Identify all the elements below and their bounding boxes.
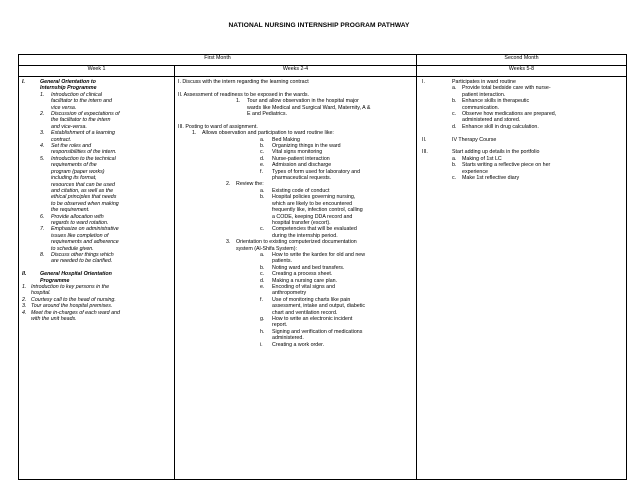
portfolio-subitem-line: Starts writing a reflective piece on her (462, 162, 551, 169)
section2-item-line: Courtesy call to the head of nursing. (31, 296, 116, 303)
portfolio-subitem-number: c. (452, 175, 457, 182)
documentation-text-line: system (Al-Shifa System): (236, 245, 297, 252)
routine-subitem-line: Provide total bedside care with nurse- (462, 85, 551, 92)
section1-item-line: contract. (51, 136, 72, 143)
documentation-subitem-text (272, 329, 413, 342)
section1-item-line: including its format, (51, 175, 97, 182)
section2-item (22, 284, 171, 297)
routine-subitem-line: communication. (462, 104, 500, 111)
section1-heading-number: I. (22, 79, 25, 85)
section1-item-number: 2. (40, 111, 45, 118)
documentation-subitem-line: Noting ward and bed transfers. (272, 264, 345, 271)
documentation-subitem-number: b. (260, 264, 265, 271)
section1-item-line: and citation, as well as the (51, 187, 114, 194)
routine-item-number: b. (260, 143, 265, 150)
documentation-subitem (260, 329, 413, 342)
tour-item-line: Tour and allow observation in the hospital major (247, 98, 359, 105)
documentation-subitem-line: anthropometry (272, 290, 307, 297)
document-title: NATIONAL NURSING INTERNSHIP PROGRAM PATHWAY (228, 22, 410, 29)
documentation-subitem (260, 284, 413, 297)
review-subitem-line: hospital transfer (escort). (272, 219, 331, 226)
review-item-number: 2. (226, 181, 231, 188)
documentation-subitem-line: assessment, intake and output, diabetic (272, 303, 366, 310)
documentation-subitem-text (272, 316, 413, 329)
documentation-subitem-line: patients. (272, 258, 293, 265)
portfolio-subitem-line: Making of 1st LC (462, 155, 502, 162)
section1-item-line: Set the roles and (51, 143, 92, 150)
section1-title: General Orientation to (40, 79, 96, 85)
routine-item-number: c. (260, 149, 265, 156)
section1-item-line: Introduction of clinical (51, 91, 102, 98)
review-subitem-line: Existing code of conduct (272, 187, 330, 194)
routine-item (260, 169, 413, 182)
routine-subitem-number: d. (452, 123, 457, 130)
section1-item-line: Introduction to the technical (51, 155, 116, 162)
section1-item (40, 92, 171, 111)
section1-item-line: vice versa. (51, 104, 77, 111)
documentation-subitem-line: Use of monitoring charts like pain (272, 296, 351, 303)
section2-heading (22, 271, 171, 284)
week1-header: Week 1 (19, 66, 175, 77)
documentation-subitem-line: How to write an electronic incident (272, 316, 353, 322)
section1-item-text (51, 226, 171, 252)
routine-subitem-line: Enhance skill in drug calculation. (462, 123, 539, 130)
documentation-subitem-line: Creating a process sheet. (272, 271, 333, 278)
iv-therapy-heading (422, 137, 623, 143)
review-subitem-line: frequently like, infection control, calling (272, 207, 363, 214)
section1-item-number: 1. (40, 91, 45, 98)
section1-item-text (51, 214, 171, 227)
documentation-subitem-line: Making a nursing care plan. (272, 277, 338, 284)
routine-item-text (272, 169, 413, 182)
section2-item-line: with the unit heads. (31, 316, 77, 323)
iv-therapy-heading-number: II. (422, 136, 427, 143)
review-subitem-number: b. (260, 194, 265, 201)
section1-heading (22, 79, 171, 92)
section1-item (40, 130, 171, 143)
section1-item (40, 156, 171, 214)
section2-item-number: 2. (22, 296, 27, 303)
review-subitem-number: a. (260, 187, 265, 194)
section1-item-number: 4. (40, 143, 45, 150)
routine-item-line: pharmaceutical requests. (272, 175, 332, 182)
section1-item-line: the requirement. (51, 207, 90, 214)
portfolio-subitem-text (462, 175, 623, 181)
review-subitem-line: Hospital policies governing nursing, (272, 194, 356, 201)
section1-item-line: are needed to be clarified. (51, 258, 113, 265)
section1-item-line: Discuss other things which (51, 251, 114, 258)
documentation-subitem (260, 342, 413, 348)
portfolio-subitem-text (462, 162, 623, 175)
section1-item-line: issues like completion of (51, 232, 109, 239)
review-subitem (260, 226, 413, 239)
documentation-subitem-text (272, 252, 413, 265)
iv-therapy-text: IV Therapy Course (452, 136, 497, 143)
routine-item-number: e. (260, 162, 265, 169)
first-month-header: First Month (19, 55, 417, 66)
section1-item-line: facilitator to the intern and (51, 98, 112, 105)
documentation-subitem-line: Encoding of vital signs and (272, 283, 336, 290)
review-subitem-number: c. (260, 226, 265, 233)
section2-item-number: 1. (22, 283, 27, 290)
section2-item-text (31, 284, 171, 297)
routine-subitem-number: c. (452, 111, 457, 118)
review-text: Review the: (236, 181, 264, 188)
section2-heading-text (40, 271, 171, 284)
section1-item-number: 3. (40, 130, 45, 137)
routine-subitem-text (462, 124, 623, 130)
documentation-subitem-line: How to write the kardex for old and new (272, 251, 366, 258)
section1-item (40, 226, 171, 252)
section2-item-line: Tour around the hospital premises. (31, 303, 113, 310)
section2-item (22, 310, 171, 323)
routine-subitem (452, 98, 623, 111)
section1-item-line: ethical principles that needs (51, 194, 117, 201)
section1-item-text (51, 143, 171, 156)
routine-item-line: Types of form used for laboratory and (272, 168, 361, 175)
routine-subitem-line: administered and stored. (462, 117, 521, 124)
section1-item-text (51, 252, 171, 265)
routine-item-line: Admission and discharge (272, 162, 332, 169)
documentation-subitem-number: f. (260, 296, 263, 303)
weeks-5-8-cell (417, 77, 627, 480)
weeks-2-4-cell (175, 77, 417, 480)
documentation-subitem-line: administered. (272, 335, 304, 342)
section1-item-line: Provide allocation with (51, 213, 104, 220)
section2-item-line: hospital. (31, 290, 51, 297)
review-subitem (260, 194, 413, 226)
observation-text: Allows observation and participation to ward routine like: (202, 130, 334, 137)
documentation-subitem-line: chart and ventilation record. (272, 309, 338, 316)
documentation-subitem-text (272, 297, 413, 316)
section1-item-number: 8. (40, 251, 45, 258)
review-subitem-line: which are likely to be encountered (272, 200, 353, 207)
section1-item-line: requirements and adherence (51, 239, 119, 246)
review-subitem-line: Competencies that will be evaluated (272, 226, 357, 233)
routine-subitem-text (462, 111, 623, 124)
documentation-subitem-number: c. (260, 271, 265, 278)
section1-item-number: 5. (40, 155, 45, 162)
routine-item-number: f. (260, 168, 263, 175)
section1-item-line: regards to ward rotation. (51, 219, 109, 226)
routine-subitem (452, 111, 623, 124)
portfolio-heading-number: III. (422, 149, 428, 156)
documentation-subitem-text (272, 284, 413, 297)
section1-item-number: 7. (40, 226, 45, 233)
section2-item-line: Meet the in-charges of each ward and (31, 309, 120, 316)
documentation-subitem-text (272, 342, 413, 348)
portfolio-subitem-line: experience (462, 168, 488, 175)
section1-item-line: and vice-versa. (51, 123, 87, 130)
routine-subitem (452, 124, 623, 130)
pathway-table (18, 54, 627, 480)
documentation-subitem (260, 297, 413, 316)
section1-item-text (51, 111, 171, 130)
documentation-item (226, 239, 413, 252)
documentation-item-number: 3. (226, 239, 231, 246)
portfolio-subitem-number: b. (452, 162, 457, 169)
documentation-text-line: Orientation to existing computerized documentation (236, 239, 357, 246)
tour-item-number: 1. (236, 98, 241, 105)
documentation-subitem-line: report. (272, 322, 288, 329)
documentation-item-text (236, 239, 413, 252)
section2-item-number: 4. (22, 309, 27, 316)
section2-title: Programme (40, 277, 70, 284)
review-subitem-line: during the internship period. (272, 232, 338, 239)
routine-item-line: Organizing things in the ward (272, 143, 341, 150)
documentation-subitem-line: Signing and verification of medications (272, 328, 363, 335)
section1-item-number: 6. (40, 213, 45, 220)
week1-cell (19, 77, 175, 480)
section1-title: Internship Programme (40, 85, 97, 92)
section1-item (40, 143, 171, 156)
observation-item-number: 1. (192, 130, 197, 137)
week-header-row (19, 66, 627, 77)
review-subitem-text (272, 194, 413, 226)
section1-item (40, 214, 171, 227)
routine-heading-number: I. (422, 79, 425, 85)
section2-title: General Hospital Orientation (40, 271, 112, 278)
routine-subitem-line: Observe how medications are prepared, (462, 111, 557, 118)
routine-subitem-line: patient interaction. (462, 91, 506, 98)
iv-therapy-heading-text (452, 137, 623, 143)
section1-item-line: resources that can be used (51, 181, 115, 188)
documentation-subitem (260, 252, 413, 265)
routine-heading-text: Participates in ward routine (452, 79, 516, 85)
weeks-5-8-header: Weeks 5-8 (417, 66, 627, 77)
routine-subitem-text (462, 85, 623, 98)
documentation-subitem-number: d. (260, 277, 265, 284)
documentation-subitem-line: Creating a work order. (272, 341, 325, 348)
routine-subitem-number: a. (452, 85, 457, 92)
section1-item-line: responsibilities of the intern. (51, 149, 117, 156)
section1-item-line: the facilitator to the intern (51, 117, 111, 124)
roman-ii-text: II. Assessment of readiness to be exposed in the wards. (178, 91, 310, 98)
section1-item-line: to be observed when making (51, 200, 119, 207)
documentation-subitem-number: e. (260, 283, 265, 290)
section1-heading-text (40, 79, 171, 92)
routine-item-number: a. (260, 136, 265, 143)
section1-item-line: to schedule given. (51, 245, 94, 252)
section1-item-line: Emphasize on administrative (51, 226, 119, 233)
routine-item-line: Bed Making (272, 136, 300, 143)
section1-item-line: program (paper works) (51, 168, 105, 175)
portfolio-text: Start adding up details in the portfolio (452, 149, 540, 156)
review-subitem-text (272, 226, 413, 239)
section1-item-text (51, 156, 171, 214)
routine-subitem-line: Enhance skills in therapeutic (462, 98, 530, 105)
section2-item-number: 3. (22, 303, 27, 310)
portfolio-subitem-number: a. (452, 155, 457, 162)
routine-item-line: Nurse-patient interaction (272, 155, 330, 162)
portfolio-subitem-line: Make 1st reflective diary (462, 175, 520, 182)
section1-item-text (51, 92, 171, 111)
section1-item-text (51, 130, 171, 143)
portfolio-subitem (452, 162, 623, 175)
second-month-header: Second Month (417, 55, 627, 66)
portfolio-subitem (452, 175, 623, 181)
routine-subitem (452, 85, 623, 98)
section2-item-line: Introduction to key persons in the (31, 283, 110, 290)
routine-item-line: Vital signs monitoring (272, 149, 323, 156)
tour-item-line: wards like Medical and Surgical Ward, Maternity, A & (247, 104, 371, 111)
documentation-subitem (260, 316, 413, 329)
section2-heading-number: II. (22, 271, 27, 278)
weeks-2-4-header: Weeks 2-4 (175, 66, 417, 77)
documentation-subitem-number: i. (260, 341, 263, 348)
tour-item (236, 98, 413, 117)
review-subitem-line: a CODE, keeping DDA record and (272, 213, 353, 220)
routine-subitem-text (462, 98, 623, 111)
tour-item-line: E and Pediatrics. (247, 111, 288, 118)
section1-item-line: Discussion of expectations of (51, 111, 120, 118)
month-header-row (19, 55, 627, 66)
section1-item (40, 252, 171, 265)
documentation-subitem-number: g. (260, 316, 265, 322)
roman-iii-text: III. Posting to ward of assignment. (178, 123, 258, 130)
routine-item-number: d. (260, 155, 265, 162)
documentation-subitem-number: a. (260, 251, 265, 258)
documentation-subitem-number: h. (260, 328, 265, 335)
content-row (19, 77, 627, 480)
section1-item-line: Establishment of a learning (51, 130, 115, 137)
section2-item-text (31, 310, 171, 323)
section1-item (40, 111, 171, 130)
roman-i-text: I. Discuss with the intern regarding the learning contract (178, 79, 309, 85)
routine-subitem-number: b. (452, 98, 457, 105)
section1-item-line: requirements of the (51, 162, 97, 169)
tour-item-text (247, 98, 413, 117)
